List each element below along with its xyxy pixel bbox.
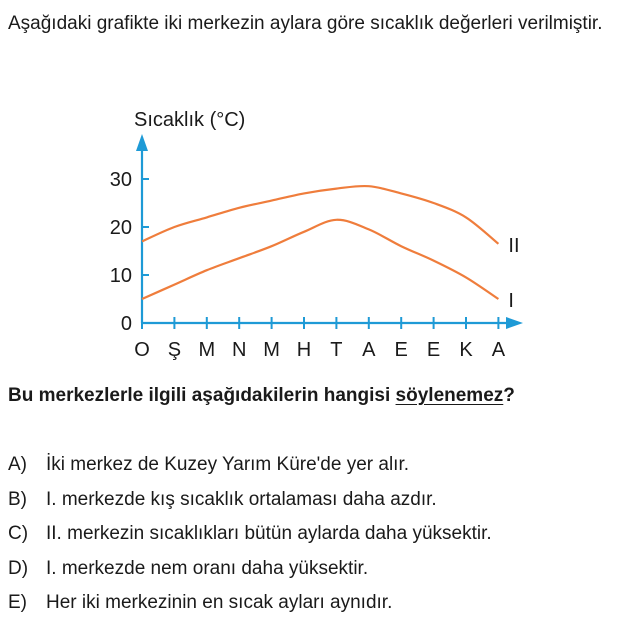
series-label: II bbox=[508, 234, 520, 257]
option-text: İki merkez de Kuzey Yarım Küre'de yer alır. bbox=[46, 454, 410, 475]
x-tick-label: N bbox=[231, 339, 247, 361]
question-emphasis: söylenemez bbox=[395, 385, 504, 406]
x-tick-label: M bbox=[263, 339, 280, 361]
option-text: I. merkezde kış sıcaklık ortalaması daha azdır. bbox=[46, 488, 437, 510]
option-letter: A) bbox=[8, 454, 27, 475]
option-a[interactable] bbox=[8, 454, 492, 489]
question-mark: ? bbox=[503, 385, 515, 406]
x-tick-label: T bbox=[330, 339, 343, 361]
answer-options bbox=[8, 454, 492, 627]
x-tick-label: E bbox=[426, 339, 441, 361]
option-letter: E) bbox=[8, 592, 27, 613]
y-tick-label: 0 bbox=[120, 313, 132, 335]
y-axis-label: Sıcaklık (°C) bbox=[134, 109, 246, 131]
y-tick-label: 20 bbox=[109, 217, 132, 239]
x-tick-label: A bbox=[491, 339, 506, 361]
option-b[interactable] bbox=[8, 489, 492, 524]
option-text: Her iki merkezinin en sıcak ayları aynıdır. bbox=[46, 592, 393, 613]
series-label: I bbox=[508, 290, 514, 312]
x-tick-label: M bbox=[198, 339, 216, 361]
x-tick-label: E bbox=[394, 339, 408, 361]
option-c[interactable] bbox=[8, 523, 492, 558]
x-tick-label: O bbox=[134, 339, 150, 361]
intro-text: Aşağıdaki grafikte iki merkezin aylara göre sıcaklık değerleri verilmiştir. bbox=[8, 13, 603, 34]
option-letter: D) bbox=[8, 557, 29, 579]
series-line-ii bbox=[142, 186, 498, 244]
option-e[interactable] bbox=[8, 592, 492, 627]
option-d[interactable] bbox=[8, 558, 492, 593]
series-line-i bbox=[142, 220, 498, 299]
x-tick-label: K bbox=[459, 339, 473, 361]
x-tick-label: A bbox=[362, 339, 376, 361]
option-text: I. merkezde nem oranı daha yüksektir. bbox=[46, 557, 369, 579]
question-text bbox=[8, 385, 515, 407]
y-axis-arrow-icon bbox=[136, 134, 148, 151]
y-tick-label: 10 bbox=[109, 265, 132, 287]
x-tick-label: Ş bbox=[167, 339, 182, 361]
x-axis-arrow-icon bbox=[506, 317, 523, 329]
option-letter: B) bbox=[8, 488, 27, 510]
x-tick-label: H bbox=[296, 339, 312, 361]
option-text: II. merkezin sıcaklıkları bütün aylarda daha yüksektir. bbox=[46, 523, 492, 544]
option-letter: C) bbox=[8, 523, 29, 544]
y-tick-label: 30 bbox=[109, 169, 132, 191]
temperature-chart bbox=[0, 96, 635, 376]
question-text-main: Bu merkezlerle ilgili aşağıdakilerin hangisi bbox=[8, 385, 396, 406]
